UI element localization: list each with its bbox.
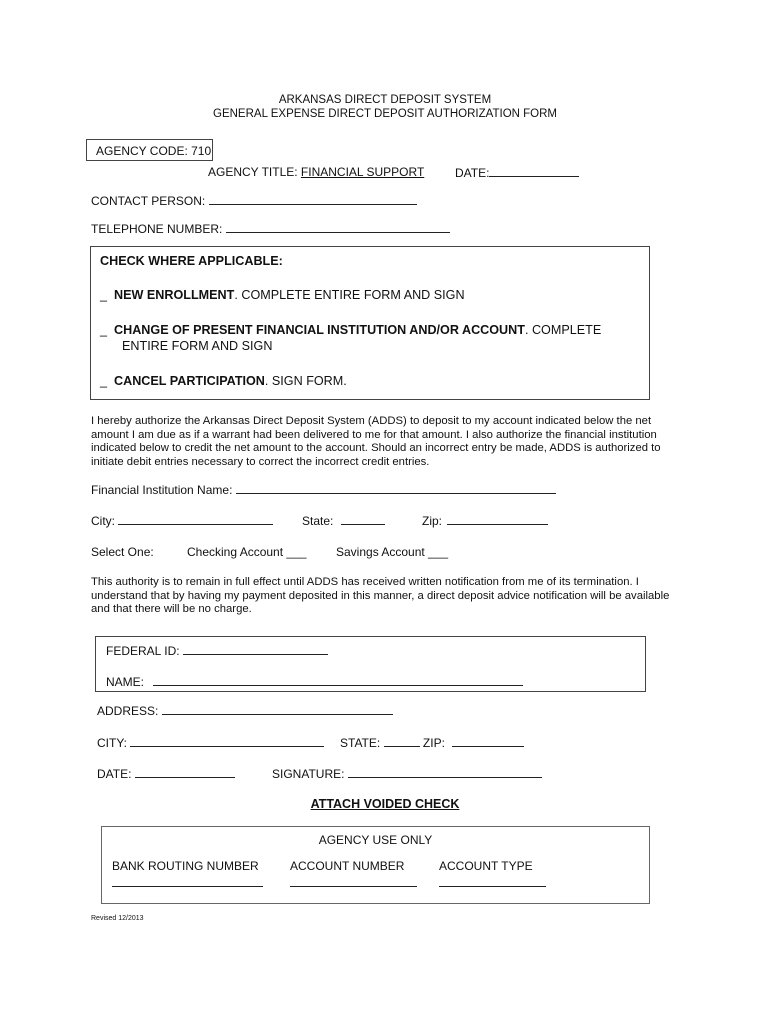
institution-city-label: City: <box>91 514 115 528</box>
cancel-participation-blank[interactable]: _ <box>100 374 108 388</box>
change-institution-instruction: . COMPLETE <box>524 323 602 337</box>
federal-id-field[interactable] <box>106 643 328 658</box>
institution-city-field[interactable] <box>91 513 273 528</box>
institution-state-line[interactable] <box>341 513 385 525</box>
contact-person-line[interactable] <box>209 193 417 205</box>
routing-number-label: BANK ROUTING NUMBER <box>112 859 259 873</box>
agency-title-value: FINANCIAL SUPPORT <box>300 165 425 179</box>
date-field[interactable] <box>455 165 579 180</box>
institution-name-label: Financial Institution Name: <box>91 483 233 497</box>
payee-name-field[interactable] <box>106 674 523 689</box>
change-institution-label: CHANGE OF PRESENT FINANCIAL INSTITUTION AND/OR ACCOUNT <box>114 323 525 337</box>
form-title-line2: GENERAL EXPENSE DIRECT DEPOSIT AUTHORIZATION FORM <box>213 108 557 120</box>
cancel-participation-instruction: . SIGN FORM. <box>264 374 347 388</box>
payee-address-label: ADDRESS: <box>97 704 159 718</box>
telephone-line[interactable] <box>226 221 450 233</box>
new-enrollment-blank[interactable]: _ <box>100 288 108 302</box>
new-enrollment-option[interactable] <box>100 288 465 302</box>
agency-title-label: AGENCY TITLE: <box>208 165 301 179</box>
change-institution-instruction-cont: ENTIRE FORM AND SIGN <box>122 339 273 353</box>
payee-zip-line[interactable] <box>452 735 524 747</box>
new-enrollment-label: NEW ENROLLMENT <box>114 288 235 302</box>
account-type-line[interactable] <box>439 875 546 887</box>
institution-zip-field[interactable] <box>422 513 548 528</box>
attach-voided-check: ATTACH VOIDED CHECK <box>310 797 460 811</box>
agency-use-heading: AGENCY USE ONLY <box>318 833 433 847</box>
telephone-field[interactable] <box>91 221 450 236</box>
signature-label: SIGNATURE: <box>272 767 345 781</box>
agency-use-box <box>101 826 650 904</box>
institution-zip-line[interactable] <box>447 513 548 525</box>
cancel-participation-option[interactable] <box>100 374 347 388</box>
check-heading: CHECK WHERE APPLICABLE: <box>100 254 283 268</box>
payee-address-field[interactable] <box>97 703 393 718</box>
payee-state-label: STATE: <box>340 736 381 750</box>
payee-city-field[interactable] <box>97 735 324 750</box>
agency-title <box>208 165 424 179</box>
payee-city-label: CITY: <box>97 736 128 750</box>
payee-zip-label: ZIP: <box>422 736 445 750</box>
institution-state-label: State: <box>302 514 334 528</box>
telephone-label: TELEPHONE NUMBER: <box>91 222 223 236</box>
federal-id-line[interactable] <box>183 643 328 655</box>
account-number-label: ACCOUNT NUMBER <box>290 859 405 873</box>
contact-person-label: CONTACT PERSON: <box>91 194 206 208</box>
institution-name-field[interactable] <box>91 482 556 497</box>
payee-address-line[interactable] <box>162 703 393 715</box>
select-one-label: Select One: <box>91 545 154 559</box>
payee-name-label: NAME: <box>106 675 145 689</box>
form-title-line1: ARKANSAS DIRECT DEPOSIT SYSTEM <box>278 94 492 106</box>
change-institution-option[interactable] <box>100 323 601 337</box>
agency-code-box <box>86 139 213 161</box>
check-applicable-box <box>90 246 650 400</box>
payee-city-line[interactable] <box>130 735 324 747</box>
agency-code: AGENCY CODE: 710 <box>96 144 212 158</box>
account-number-line[interactable] <box>290 875 417 887</box>
payee-name-line[interactable] <box>153 674 523 686</box>
federal-id-label: FEDERAL ID: <box>106 644 180 658</box>
account-type-label: ACCOUNT TYPE <box>439 859 533 873</box>
change-institution-blank[interactable]: _ <box>100 323 108 337</box>
routing-number-line[interactable] <box>112 875 263 887</box>
revision-date: Revised 12/2013 <box>91 915 144 922</box>
institution-zip-label: Zip: <box>422 514 443 528</box>
checking-account-option[interactable]: Checking Account ___ <box>187 545 307 559</box>
cancel-participation-label: CANCEL PARTICIPATION <box>114 374 265 388</box>
authorization-paragraph: I hereby authorize the Arkansas Direct Deposit System (ADDS) to deposit to my account indicated below the net amount I am due as if a warrant had been delivered to me for that amount. I also authorize the financial institution indicated below to credit the net amount to the account. Should an incorrect entry be made, ADDS is authorized to initiate debit entries necessary to correct the incorrect credit entries. <box>91 415 661 468</box>
payee-id-box <box>95 636 646 692</box>
new-enrollment-instruction: . COMPLETE ENTIRE FORM AND SIGN <box>234 288 465 302</box>
contact-person-field[interactable] <box>91 193 417 208</box>
signature-field[interactable] <box>272 766 542 781</box>
payee-state-zip-field[interactable] <box>340 735 524 750</box>
payee-date-field[interactable] <box>97 766 235 781</box>
date-label: DATE: <box>455 166 490 180</box>
savings-account-option[interactable]: Savings Account ___ <box>336 545 449 559</box>
payee-date-label: DATE: <box>97 767 132 781</box>
date-line[interactable] <box>489 165 579 177</box>
institution-name-line[interactable] <box>236 482 556 494</box>
authority-duration-paragraph: This authority is to remain in full effect until ADDS has received written notification from me of its termination. I understand that by having my payment deposited in this manner, a direct deposit advice notification will be available and that there will be no charge. <box>91 576 670 615</box>
signature-line[interactable] <box>348 766 542 778</box>
payee-date-line[interactable] <box>135 766 235 778</box>
payee-state-line[interactable] <box>384 735 420 747</box>
institution-state-field[interactable] <box>302 513 385 528</box>
institution-city-line[interactable] <box>118 513 273 525</box>
